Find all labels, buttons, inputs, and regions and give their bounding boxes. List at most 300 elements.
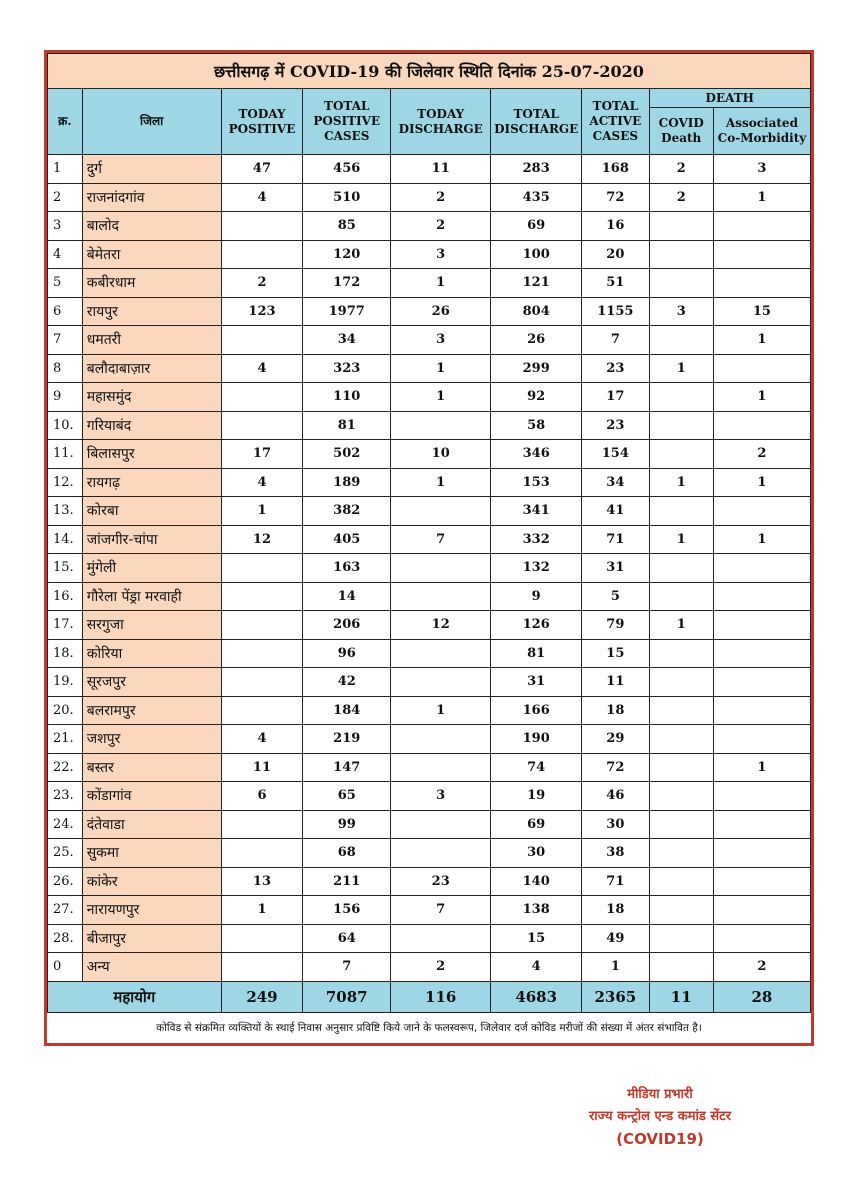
row-total-active: 17 <box>582 383 649 412</box>
row-district: अन्य <box>82 953 221 982</box>
row-today-discharge <box>391 810 491 839</box>
table-row <box>48 810 811 839</box>
row-sn: 28. <box>48 924 83 953</box>
row-total-active: 72 <box>582 753 649 782</box>
row-total-active: 16 <box>582 212 649 241</box>
row-district: कबीरधाम <box>82 269 221 298</box>
district-status-table <box>47 53 811 1043</box>
row-district: बस्तर <box>82 753 221 782</box>
row-total-discharge: 31 <box>491 668 582 697</box>
row-total-discharge: 30 <box>491 839 582 868</box>
row-total-discharge: 804 <box>491 297 582 326</box>
row-sn: 22. <box>48 753 83 782</box>
row-associated <box>713 810 810 839</box>
row-district: कांकेर <box>82 867 221 896</box>
row-district: धमतरी <box>82 326 221 355</box>
row-today-discharge: 26 <box>391 297 491 326</box>
row-total-positive: 85 <box>303 212 391 241</box>
row-district: गौरेला पेंड्रा मरवाही <box>82 582 221 611</box>
row-covid-death <box>649 924 713 953</box>
row-district: रायपुर <box>82 297 221 326</box>
row-associated <box>713 554 810 583</box>
row-covid-death <box>649 383 713 412</box>
header-sn: क्र. <box>48 89 83 155</box>
table-row <box>48 240 811 269</box>
row-total-active: 20 <box>582 240 649 269</box>
row-sn: 18. <box>48 639 83 668</box>
row-total-discharge: 138 <box>491 896 582 925</box>
row-associated: 1 <box>713 183 810 212</box>
row-today-discharge: 3 <box>391 326 491 355</box>
row-sn: 0 <box>48 953 83 982</box>
row-today-positive: 1 <box>221 497 303 526</box>
row-associated <box>713 924 810 953</box>
row-today-positive: 2 <box>221 269 303 298</box>
row-total-discharge: 153 <box>491 468 582 497</box>
row-covid-death: 1 <box>649 525 713 554</box>
table-row <box>48 183 811 212</box>
row-sn: 12. <box>48 468 83 497</box>
row-total-discharge: 19 <box>491 782 582 811</box>
row-total-active: 18 <box>582 696 649 725</box>
row-district: रायगढ़ <box>82 468 221 497</box>
row-covid-death: 1 <box>649 354 713 383</box>
row-covid-death <box>649 440 713 469</box>
row-total-positive: 110 <box>303 383 391 412</box>
row-covid-death <box>649 212 713 241</box>
total-total-positive: 7087 <box>303 981 391 1012</box>
row-associated <box>713 212 810 241</box>
table-row <box>48 953 811 982</box>
header-total-active: TOTAL ACTIVE CASES <box>582 89 649 155</box>
row-today-positive <box>221 953 303 982</box>
row-total-discharge: 121 <box>491 269 582 298</box>
row-sn: 1 <box>48 155 83 184</box>
row-sn: 8 <box>48 354 83 383</box>
row-sn: 14. <box>48 525 83 554</box>
row-today-positive: 11 <box>221 753 303 782</box>
row-total-positive: 65 <box>303 782 391 811</box>
row-sn: 27. <box>48 896 83 925</box>
header-covid-death: COVID Death <box>649 108 713 155</box>
table-row <box>48 896 811 925</box>
row-total-discharge: 58 <box>491 411 582 440</box>
row-associated: 1 <box>713 383 810 412</box>
row-sn: 6 <box>48 297 83 326</box>
row-district: जशपुर <box>82 725 221 754</box>
row-total-positive: 502 <box>303 440 391 469</box>
row-sn: 9 <box>48 383 83 412</box>
row-sn: 4 <box>48 240 83 269</box>
row-total-positive: 68 <box>303 839 391 868</box>
row-covid-death <box>649 782 713 811</box>
total-total-discharge: 4683 <box>491 981 582 1012</box>
row-total-discharge: 9 <box>491 582 582 611</box>
row-today-positive <box>221 240 303 269</box>
row-total-active: 46 <box>582 782 649 811</box>
row-district: सूरजपुर <box>82 668 221 697</box>
row-sn: 24. <box>48 810 83 839</box>
row-district: कोरबा <box>82 497 221 526</box>
row-today-discharge: 1 <box>391 696 491 725</box>
row-today-positive: 4 <box>221 468 303 497</box>
row-today-discharge: 1 <box>391 269 491 298</box>
row-today-discharge: 3 <box>391 782 491 811</box>
row-sn: 10. <box>48 411 83 440</box>
row-covid-death: 2 <box>649 155 713 184</box>
row-total-positive: 456 <box>303 155 391 184</box>
row-covid-death <box>649 639 713 668</box>
row-total-active: 38 <box>582 839 649 868</box>
row-associated <box>713 269 810 298</box>
row-total-positive: 510 <box>303 183 391 212</box>
row-associated: 2 <box>713 440 810 469</box>
row-total-discharge: 299 <box>491 354 582 383</box>
row-total-positive: 64 <box>303 924 391 953</box>
row-sn: 17. <box>48 611 83 640</box>
header-today-positive: TODAY POSITIVE <box>221 89 303 155</box>
row-district: दंतेवाडा <box>82 810 221 839</box>
row-covid-death: 1 <box>649 468 713 497</box>
row-today-positive <box>221 383 303 412</box>
table-row <box>48 269 811 298</box>
row-today-discharge: 23 <box>391 867 491 896</box>
row-total-active: 41 <box>582 497 649 526</box>
row-total-positive: 34 <box>303 326 391 355</box>
row-today-positive <box>221 582 303 611</box>
row-total-active: 15 <box>582 639 649 668</box>
row-today-positive: 4 <box>221 725 303 754</box>
row-covid-death <box>649 668 713 697</box>
footnote: कोविड से संक्रमित व्यक्तियों के स्थाई निवास अनुसार प्रविष्टि किये जाने के फलस्वरूप, जिलेवार दर्ज कोविड मरीजों की संख्या में अंतर संभावित है। <box>156 1021 702 1034</box>
row-today-positive <box>221 611 303 640</box>
row-total-positive: 14 <box>303 582 391 611</box>
row-associated: 1 <box>713 326 810 355</box>
row-covid-death: 1 <box>649 611 713 640</box>
row-total-active: 5 <box>582 582 649 611</box>
signature-block <box>560 1084 760 1150</box>
row-total-discharge: 92 <box>491 383 582 412</box>
row-district: जांजगीर-चांपा <box>82 525 221 554</box>
table-row <box>48 497 811 526</box>
row-total-positive: 42 <box>303 668 391 697</box>
row-total-active: 29 <box>582 725 649 754</box>
row-today-discharge: 1 <box>391 468 491 497</box>
table-row <box>48 725 811 754</box>
row-covid-death: 3 <box>649 297 713 326</box>
row-total-discharge: 332 <box>491 525 582 554</box>
row-district: नारायणपुर <box>82 896 221 925</box>
table-row <box>48 782 811 811</box>
row-total-positive: 120 <box>303 240 391 269</box>
row-total-discharge: 15 <box>491 924 582 953</box>
row-today-discharge: 1 <box>391 354 491 383</box>
row-total-discharge: 4 <box>491 953 582 982</box>
row-today-discharge: 7 <box>391 525 491 554</box>
row-district: गरियाबंद <box>82 411 221 440</box>
row-sn: 15. <box>48 554 83 583</box>
row-total-active: 72 <box>582 183 649 212</box>
row-covid-death <box>649 497 713 526</box>
total-label: महायोग <box>48 981 222 1012</box>
table-title: छत्तीसगढ़ में COVID-19 की जिलेवार स्थिति दिनांक 25-07-2020 <box>48 54 811 89</box>
row-today-discharge <box>391 554 491 583</box>
row-total-positive: 147 <box>303 753 391 782</box>
row-sn: 25. <box>48 839 83 868</box>
table-row <box>48 297 811 326</box>
signature-line-2: राज्य कन्ट्रोल एन्ड कमांड सेंटर <box>588 1109 732 1124</box>
table-row <box>48 668 811 697</box>
row-district: सुकमा <box>82 839 221 868</box>
row-total-positive: 7 <box>303 953 391 982</box>
row-total-active: 30 <box>582 810 649 839</box>
row-associated <box>713 696 810 725</box>
row-total-discharge: 132 <box>491 554 582 583</box>
row-today-positive: 17 <box>221 440 303 469</box>
table-row <box>48 839 811 868</box>
row-total-active: 11 <box>582 668 649 697</box>
row-today-positive: 6 <box>221 782 303 811</box>
table-row <box>48 212 811 241</box>
signature-line-1: मीडिया प्रभारी <box>627 1087 693 1102</box>
row-today-positive: 13 <box>221 867 303 896</box>
row-total-positive: 172 <box>303 269 391 298</box>
header-total-positive: TOTAL POSITIVE CASES <box>303 89 391 155</box>
row-today-discharge <box>391 411 491 440</box>
row-total-positive: 219 <box>303 725 391 754</box>
total-row <box>48 981 811 1012</box>
table-row <box>48 696 811 725</box>
row-today-positive: 47 <box>221 155 303 184</box>
table-row <box>48 468 811 497</box>
row-today-positive <box>221 696 303 725</box>
row-associated <box>713 725 810 754</box>
row-total-positive: 156 <box>303 896 391 925</box>
row-today-positive <box>221 924 303 953</box>
header-death: DEATH <box>649 89 810 108</box>
row-total-positive: 323 <box>303 354 391 383</box>
row-associated <box>713 668 810 697</box>
signature-line-3: (COVID19) <box>616 1130 704 1148</box>
header-district: जिला <box>82 89 221 155</box>
row-associated <box>713 497 810 526</box>
row-total-discharge: 435 <box>491 183 582 212</box>
table-row <box>48 326 811 355</box>
row-district: सरगुजा <box>82 611 221 640</box>
row-today-positive <box>221 810 303 839</box>
row-today-positive: 4 <box>221 183 303 212</box>
row-today-discharge: 12 <box>391 611 491 640</box>
row-covid-death <box>649 269 713 298</box>
row-total-active: 79 <box>582 611 649 640</box>
row-today-discharge: 2 <box>391 183 491 212</box>
row-today-discharge <box>391 839 491 868</box>
table-row <box>48 924 811 953</box>
row-associated: 3 <box>713 155 810 184</box>
row-total-positive: 405 <box>303 525 391 554</box>
row-district: बेमेतरा <box>82 240 221 269</box>
row-sn: 3 <box>48 212 83 241</box>
row-total-active: 31 <box>582 554 649 583</box>
row-today-positive: 1 <box>221 896 303 925</box>
row-today-positive <box>221 326 303 355</box>
row-covid-death <box>649 696 713 725</box>
total-associated: 28 <box>713 981 810 1012</box>
row-district: बलौदाबाज़ार <box>82 354 221 383</box>
row-district: मुंगेली <box>82 554 221 583</box>
row-today-discharge <box>391 725 491 754</box>
row-sn: 19. <box>48 668 83 697</box>
row-sn: 11. <box>48 440 83 469</box>
row-district: महासमुंद <box>82 383 221 412</box>
row-total-positive: 184 <box>303 696 391 725</box>
row-today-positive <box>221 839 303 868</box>
total-covid-death: 11 <box>649 981 713 1012</box>
row-sn: 13. <box>48 497 83 526</box>
row-total-positive: 1977 <box>303 297 391 326</box>
total-today-positive: 249 <box>221 981 303 1012</box>
row-associated: 15 <box>713 297 810 326</box>
row-total-active: 154 <box>582 440 649 469</box>
row-district: बलरामपुर <box>82 696 221 725</box>
row-total-discharge: 283 <box>491 155 582 184</box>
row-covid-death <box>649 867 713 896</box>
row-district: दुर्ग <box>82 155 221 184</box>
row-associated: 2 <box>713 953 810 982</box>
row-covid-death <box>649 896 713 925</box>
row-associated <box>713 354 810 383</box>
row-total-discharge: 341 <box>491 497 582 526</box>
row-sn: 26. <box>48 867 83 896</box>
row-covid-death <box>649 326 713 355</box>
row-total-positive: 211 <box>303 867 391 896</box>
header-associated-comorbidity: Associated Co-Morbidity <box>713 108 810 155</box>
row-total-discharge: 100 <box>491 240 582 269</box>
row-sn: 16. <box>48 582 83 611</box>
row-district: बालोद <box>82 212 221 241</box>
row-associated <box>713 582 810 611</box>
row-total-discharge: 346 <box>491 440 582 469</box>
row-total-discharge: 166 <box>491 696 582 725</box>
row-total-active: 168 <box>582 155 649 184</box>
table-row <box>48 155 811 184</box>
row-total-discharge: 69 <box>491 212 582 241</box>
row-total-discharge: 81 <box>491 639 582 668</box>
row-total-positive: 99 <box>303 810 391 839</box>
row-associated <box>713 782 810 811</box>
row-sn: 23. <box>48 782 83 811</box>
row-today-positive <box>221 212 303 241</box>
row-total-discharge: 190 <box>491 725 582 754</box>
table-row <box>48 867 811 896</box>
row-today-positive: 123 <box>221 297 303 326</box>
row-total-active: 34 <box>582 468 649 497</box>
table-row <box>48 753 811 782</box>
row-today-discharge: 2 <box>391 212 491 241</box>
row-district: कोंडागांव <box>82 782 221 811</box>
row-total-active: 7 <box>582 326 649 355</box>
table-row <box>48 440 811 469</box>
row-associated <box>713 839 810 868</box>
row-covid-death <box>649 725 713 754</box>
row-covid-death <box>649 240 713 269</box>
table-row <box>48 354 811 383</box>
row-total-discharge: 74 <box>491 753 582 782</box>
row-associated <box>713 867 810 896</box>
table-row <box>48 383 811 412</box>
row-associated: 1 <box>713 525 810 554</box>
row-total-positive: 189 <box>303 468 391 497</box>
row-today-discharge <box>391 497 491 526</box>
row-associated <box>713 611 810 640</box>
table-row <box>48 525 811 554</box>
row-today-discharge: 11 <box>391 155 491 184</box>
row-total-positive: 81 <box>303 411 391 440</box>
row-sn: 20. <box>48 696 83 725</box>
row-covid-death <box>649 810 713 839</box>
row-associated <box>713 639 810 668</box>
row-today-positive: 4 <box>221 354 303 383</box>
row-total-discharge: 126 <box>491 611 582 640</box>
row-covid-death <box>649 953 713 982</box>
row-total-discharge: 69 <box>491 810 582 839</box>
row-sn: 7 <box>48 326 83 355</box>
row-total-active: 49 <box>582 924 649 953</box>
header-total-discharge: TOTAL DISCHARGE <box>491 89 582 155</box>
row-total-positive: 206 <box>303 611 391 640</box>
row-total-active: 71 <box>582 867 649 896</box>
total-active: 2365 <box>582 981 649 1012</box>
row-today-discharge: 1 <box>391 383 491 412</box>
row-today-discharge: 7 <box>391 896 491 925</box>
covid-status-table-frame <box>44 50 814 1046</box>
table-row <box>48 582 811 611</box>
row-associated <box>713 411 810 440</box>
row-associated: 1 <box>713 753 810 782</box>
row-today-positive <box>221 554 303 583</box>
table-row <box>48 611 811 640</box>
row-today-positive <box>221 668 303 697</box>
row-sn: 2 <box>48 183 83 212</box>
row-associated <box>713 240 810 269</box>
row-sn: 5 <box>48 269 83 298</box>
header-today-discharge: TODAY DISCHARGE <box>391 89 491 155</box>
row-total-positive: 96 <box>303 639 391 668</box>
total-today-discharge: 116 <box>391 981 491 1012</box>
row-covid-death <box>649 753 713 782</box>
row-today-discharge <box>391 753 491 782</box>
row-today-discharge: 2 <box>391 953 491 982</box>
row-district: बीजापुर <box>82 924 221 953</box>
row-today-positive <box>221 639 303 668</box>
row-associated <box>713 896 810 925</box>
row-total-active: 18 <box>582 896 649 925</box>
row-total-positive: 382 <box>303 497 391 526</box>
row-total-active: 1 <box>582 953 649 982</box>
row-covid-death <box>649 582 713 611</box>
row-district: बिलासपुर <box>82 440 221 469</box>
table-row <box>48 554 811 583</box>
row-associated: 1 <box>713 468 810 497</box>
row-today-discharge: 10 <box>391 440 491 469</box>
row-total-positive: 163 <box>303 554 391 583</box>
row-covid-death <box>649 554 713 583</box>
row-today-discharge <box>391 924 491 953</box>
row-sn: 21. <box>48 725 83 754</box>
row-today-discharge: 3 <box>391 240 491 269</box>
table-row <box>48 639 811 668</box>
row-covid-death: 2 <box>649 183 713 212</box>
